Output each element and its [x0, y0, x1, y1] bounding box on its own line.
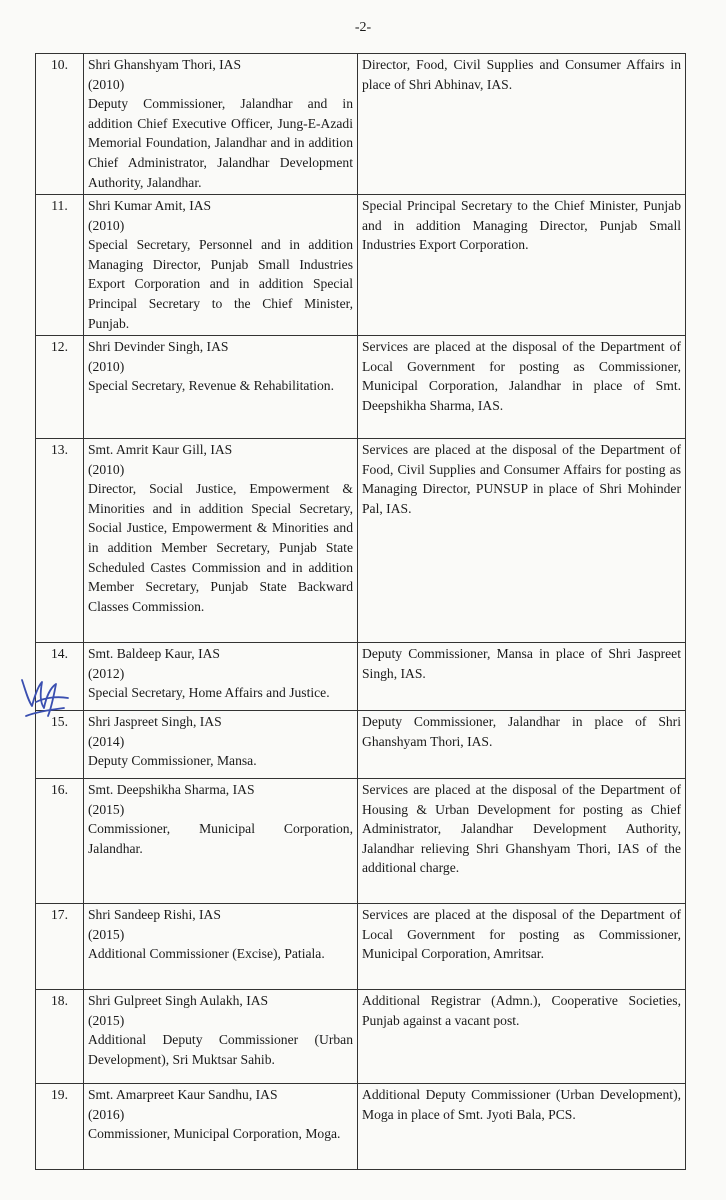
new-posting: Additional Registrar (Admn.), Cooperative Societies, Punjab against a vacant post.	[358, 990, 686, 1084]
officer-name: Smt. Amrit Kaur Gill, IAS	[88, 442, 233, 457]
handwritten-signature	[18, 672, 70, 720]
serial-number: 15.	[36, 711, 84, 779]
officer-batch: (2015)	[88, 926, 125, 942]
officer-name: Shri Devinder Singh, IAS	[88, 339, 229, 354]
current-posting: Special Secretary, Revenue & Rehabilitation.	[88, 378, 334, 394]
serial-number: 14.	[36, 643, 84, 711]
officer-cell	[84, 990, 358, 1084]
serial-number: 11.	[36, 195, 84, 336]
current-posting: Commissioner, Municipal Corporation, Jalandhar.	[88, 821, 353, 856]
officer-cell	[84, 336, 358, 439]
officer-cell	[84, 643, 358, 711]
new-posting: Services are placed at the disposal of the Department of Food, Civil Supplies and Consumer Affairs for posting as Managing Director, PUNSUP in place of Shri Mohinder Pal, IAS.	[358, 439, 686, 643]
new-posting: Deputy Commissioner, Jalandhar in place of Shri Ghanshyam Thori, IAS.	[358, 711, 686, 779]
officer-batch: (2010)	[88, 217, 125, 233]
new-posting: Services are placed at the disposal of the Department of Housing & Urban Development for posting as Chief Administrator, Jalandhar Development Authority, Jalandhar relieving Shri Ghanshyam Thori, IAS of the additional charge.	[358, 779, 686, 904]
officer-name: Shri Sandeep Rishi, IAS	[88, 907, 221, 922]
table-row	[36, 904, 686, 990]
current-posting: Additional Deputy Commissioner (Urban Development), Sri Muktsar Sahib.	[88, 1032, 353, 1067]
posting-order-table	[35, 53, 686, 1170]
new-posting: Additional Deputy Commissioner (Urban Development), Moga in place of Smt. Jyoti Bala, PCS.	[358, 1084, 686, 1170]
serial-number: 18.	[36, 990, 84, 1084]
new-posting: Services are placed at the disposal of the Department of Local Government for posting as Commissioner, Municipal Corporation, Amritsar.	[358, 904, 686, 990]
officer-batch: (2012)	[88, 665, 125, 681]
serial-number: 12.	[36, 336, 84, 439]
serial-number: 17.	[36, 904, 84, 990]
serial-number: 19.	[36, 1084, 84, 1170]
officer-cell	[84, 904, 358, 990]
table-row	[36, 1084, 686, 1170]
table-row	[36, 54, 686, 195]
officer-batch: (2016)	[88, 1106, 125, 1122]
current-posting: Deputy Commissioner, Mansa.	[88, 753, 257, 769]
officer-cell	[84, 195, 358, 336]
serial-number: 16.	[36, 779, 84, 904]
new-posting: Deputy Commissioner, Mansa in place of Shri Jaspreet Singh, IAS.	[358, 643, 686, 711]
officer-cell	[84, 54, 358, 195]
officer-name: Shri Ghanshyam Thori, IAS	[88, 57, 242, 72]
serial-number: 13.	[36, 439, 84, 643]
new-posting: Special Principal Secretary to the Chief Minister, Punjab and in addition Managing Director, Punjab Small Industries Export Corporation.	[358, 195, 686, 336]
current-posting: Director, Social Justice, Empowerment & Minorities and in addition Special Secretary, Social Justice, Empowerment & Minorities and in addition Member Secretary, Punjab State Scheduled Castes Commission and in addition Member Secretary, Punjab State Backward Classes Commission.	[88, 481, 353, 614]
table-row	[36, 990, 686, 1084]
officer-batch: (2010)	[88, 358, 125, 374]
current-posting: Special Secretary, Personnel and in addition Managing Director, Punjab Small Industries Export Corporation and in addition Special Principal Secretary to the Chief Minister, Punjab.	[88, 237, 353, 331]
table-row	[36, 195, 686, 336]
new-posting: Services are placed at the disposal of the Department of Local Government for posting as Commissioner, Municipal Corporation, Jalandhar in place of Smt. Deepshikha Sharma, IAS.	[358, 336, 686, 439]
current-posting: Additional Commissioner (Excise), Patiala.	[88, 946, 325, 962]
officer-name: Shri Jaspreet Singh, IAS	[88, 714, 222, 729]
new-posting: Director, Food, Civil Supplies and Consumer Affairs in place of Shri Abhinav, IAS.	[358, 54, 686, 195]
officer-cell	[84, 779, 358, 904]
current-posting: Special Secretary, Home Affairs and Justice.	[88, 685, 330, 701]
table-row	[36, 439, 686, 643]
officer-batch: (2015)	[88, 801, 125, 817]
page-number: -2-	[354, 20, 372, 35]
officer-batch: (2010)	[88, 461, 125, 477]
table-row	[36, 336, 686, 439]
officer-batch: (2010)	[88, 76, 125, 92]
officer-batch: (2014)	[88, 733, 125, 749]
officer-name: Smt. Deepshikha Sharma, IAS	[88, 782, 255, 797]
officer-batch: (2015)	[88, 1012, 125, 1028]
table-row	[36, 643, 686, 711]
officer-name: Shri Gulpreet Singh Aulakh, IAS	[88, 993, 269, 1008]
officer-name: Shri Kumar Amit, IAS	[88, 198, 212, 213]
serial-number: 10.	[36, 54, 84, 195]
officer-cell	[84, 1084, 358, 1170]
officer-cell	[84, 711, 358, 779]
officer-cell	[84, 439, 358, 643]
officer-name: Smt. Amarpreet Kaur Sandhu, IAS	[88, 1087, 278, 1102]
current-posting: Deputy Commissioner, Jalandhar and in addition Chief Executive Officer, Jung-E-Azadi Memorial Foundation, Jalandhar and in addition Chief Administrator, Jalandhar Development Authority, Jalandhar.	[88, 96, 353, 190]
officer-name: Smt. Baldeep Kaur, IAS	[88, 646, 220, 661]
current-posting: Commissioner, Municipal Corporation, Moga.	[88, 1126, 341, 1142]
table-row	[36, 711, 686, 779]
table-row	[36, 779, 686, 904]
